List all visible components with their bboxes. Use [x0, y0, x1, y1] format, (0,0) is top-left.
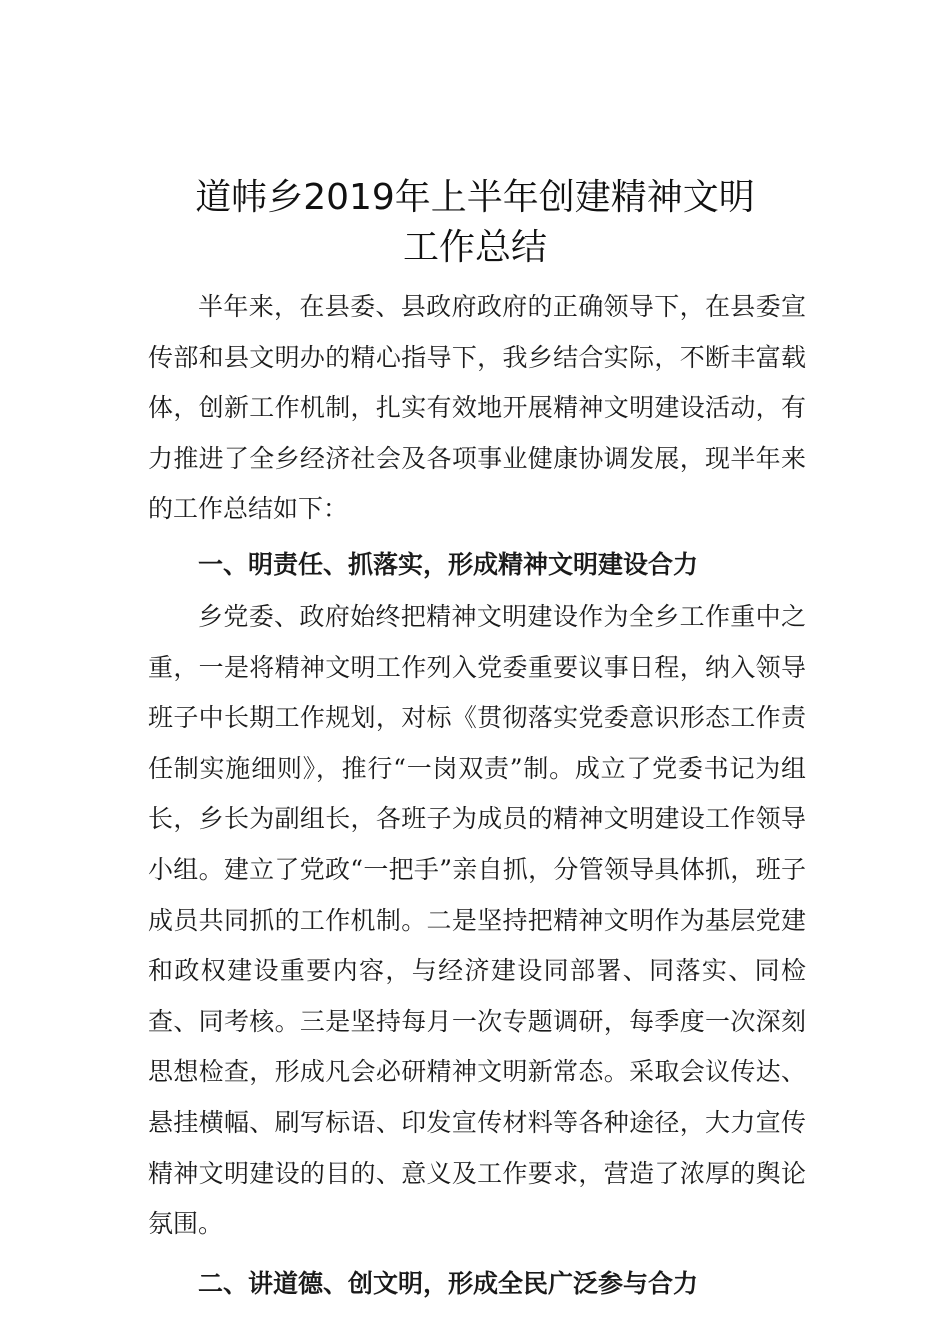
document-title-line-1: 道帏乡2019年上半年创建精神文明: [195, 177, 755, 218]
document-title-line-2: 工作总结: [402, 227, 547, 268]
intro-paragraph: 半年来，在县委、县政府政府的正确领导下，在县委宣传部和县文明办的精心指导下，我乡结合实际，不断丰富载体，创新工作机制，扎实有效地开展精神文明建设活动，有力推进了全乡经济社会及各项事业健康协调发展，现半年来的工作总结如下：: [148, 292, 806, 524]
section-2-heading: 二、讲道德、创文明，形成全民广泛参与合力: [198, 1268, 699, 1298]
section-1-paragraph: 乡党委、政府始终把精神文明建设作为全乡工作重中之重，一是将精神文明工作列入党委重要议事日程，纳入领导班子中长期工作规划，对标《贯彻落实党委意识形态工作责任制实施细则》，推行“一岗双责”制。成立了党委书记为组长，乡长为副组长，各班子为成员的精神文明建设工作领导小组。建立了党政“一把手”亲自抓，分管领导具体抓，班子成员共同抓的工作机制。二是坚持把精神文明作为基层党建和政权建设重要内容，与经济建设同部署、同落实、同检查、同考核。三是坚持每月一次专题调研，每季度一次深刻思想检查，形成凡会必研精神文明新常态。采取会议传达、悬挂横幅、刷写标语、印发宣传材料等各种途径，大力宣传精神文明建设的目的、意义及工作要求，营造了浓厚的舆论氛围。: [148, 601, 806, 1239]
section-1-heading: 一、明责任、抓落实，形成精神文明建设合力: [198, 549, 699, 579]
document-body: [148, 282, 806, 1311]
